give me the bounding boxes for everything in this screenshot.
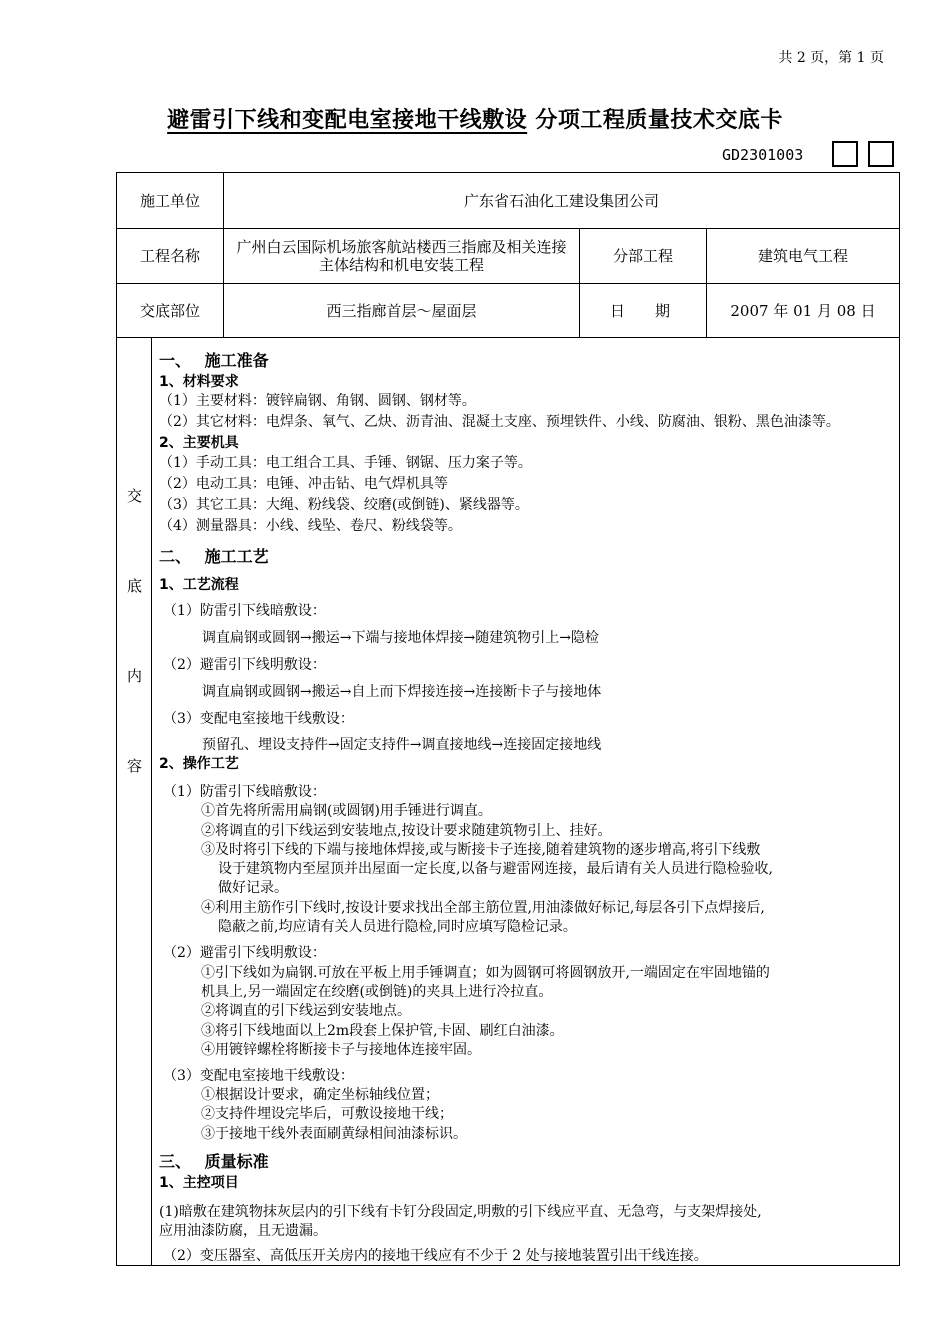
document-code: GD2301003	[722, 146, 804, 164]
text-line: （2）避雷引下线明敷设：	[163, 657, 326, 673]
subsection-heading: 2、主要机具	[159, 435, 239, 451]
section-heading: 三、 质量标准	[159, 1152, 269, 1171]
text-line: （1）手动工具：电工组合工具、手锤、钢锯、压力案子等。	[159, 455, 532, 471]
subsection-heading: 1、工艺流程	[159, 577, 239, 593]
text-line: 隐蔽之前,均应请有关人员进行隐检,同时应填写隐检记录。	[218, 919, 577, 935]
title-underlined: 避雷引下线和变配电室接地干线敷设	[167, 108, 528, 133]
construction-unit-label: 施工单位	[117, 173, 224, 229]
text-line: （2）避雷引下线明敷设：	[163, 945, 326, 961]
checkbox-1[interactable]	[832, 141, 858, 167]
header-table	[116, 172, 900, 338]
text-line: ②将调直的引下线运到安装地点,按设计要求随建筑物引上、挂好。	[201, 823, 612, 839]
text-line: ①根据设计要求，确定坐标轴线位置；	[201, 1087, 439, 1103]
text-line: （3）变配电室接地干线敷设：	[163, 1068, 354, 1084]
text-line: （1）主要材料：镀锌扁钢、角钢、圆钢、钢材等。	[159, 393, 476, 409]
document-title	[0, 103, 950, 134]
page-number: 共 2 页，第 1 页	[778, 50, 884, 66]
checkbox-2[interactable]	[868, 141, 894, 167]
text-line: ②将调直的引下线运到安装地点。	[201, 1003, 411, 1019]
text-line: （2）变压器室、高低压开关房内的接地干线应有不少于 2 处与接地装置引出干线连接。	[163, 1248, 708, 1264]
side-label-char: 内	[127, 667, 143, 685]
project-name-value: 广州白云国际机场旅客航站楼西三指廊及相关连接主体结构和机电安装工程	[224, 229, 580, 284]
section-heading: 二、 施工工艺	[159, 547, 269, 566]
text-line: ④用镀锌螺栓将断接卡子与接地体连接牢固。	[201, 1042, 481, 1058]
side-label-char: 容	[127, 757, 143, 775]
date-label: 日 期	[580, 284, 707, 338]
sub-project-value: 建筑电气工程	[707, 229, 900, 284]
section-heading: 一、 施工准备	[159, 351, 269, 370]
side-label-char: 交	[127, 487, 143, 505]
location-label: 交底部位	[117, 284, 224, 338]
sub-project-label: 分部工程	[580, 229, 707, 284]
text-line: （3）其它工具：大绳、粉线袋、绞磨(或倒链)、紧线器等。	[159, 497, 529, 513]
text-line: ③于接地干线外表面刷黄绿相间油漆标识。	[201, 1126, 467, 1142]
text-line: 设于建筑物内至屋顶并出屋面一定长度,以备与避雷网连接，最后请有关人员进行隐检验收,	[218, 861, 773, 877]
subsection-heading: 1、主控项目	[159, 1175, 239, 1191]
flow-line: 预留孔、埋设支持件→固定支持件→调直接地线→连接固定接地线	[202, 737, 602, 753]
text-line: （2）其它材料：电焊条、氧气、乙炔、沥青油、混凝土支座、预埋铁件、小线、防腐油、银粉、黑色油漆等。	[159, 414, 840, 430]
text-line: ③及时将引下线的下端与接地体焊接,或与断接卡子连接,随着建筑物的逐步增高,将引下线敷	[201, 842, 761, 858]
flow-line: 调直扁钢或圆钢→搬运→下端与接地体焊接→随建筑物引上→隐检	[202, 630, 599, 646]
project-name-label: 工程名称	[117, 229, 224, 284]
text-line: ④利用主筋作引下线时,按设计要求找出全部主筋位置,用油漆做好标记,每层各引下点焊接后,	[201, 900, 765, 916]
flow-line: 调直扁钢或圆钢→搬运→自上而下焊接连接→连接断卡子与接地体	[202, 684, 602, 700]
location-value: 西三指廊首层～屋面层	[224, 284, 580, 338]
text-line: （4）测量器具：小线、线坠、卷尺、粉线袋等。	[159, 518, 462, 534]
side-label-column	[117, 337, 152, 1265]
text-line: (1)暗敷在建筑物抹灰层内的引下线有卡钉分段固定,明敷的引下线应平直、无急弯，与支架焊接处,	[159, 1204, 762, 1220]
text-line: （1）防雷引下线暗敷设：	[163, 784, 326, 800]
text-line: 做好记录。	[218, 880, 288, 896]
text-line: （3）变配电室接地干线敷设：	[163, 711, 354, 727]
text-line: ③将引下线地面以上2m段套上保护管,卡固、刷红白油漆。	[201, 1023, 564, 1039]
text-line: ①首先将所需用扁钢(或圆钢)用手锤进行调直。	[201, 803, 492, 819]
subsection-heading: 2、操作工艺	[159, 756, 239, 772]
subsection-heading: 1、材料要求	[159, 374, 239, 390]
title-rest: 分项工程质量技术交底卡	[527, 108, 783, 133]
construction-unit-value: 广东省石油化工建设集团公司	[224, 173, 900, 229]
text-line: ②支持件埋设完毕后，可敷设接地干线；	[201, 1106, 453, 1122]
text-line: 应用油漆防腐，且无遗漏。	[159, 1223, 327, 1239]
text-line: 机具上,另一端固定在绞磨(或倒链)的夹具上进行冷拉直。	[201, 984, 553, 1000]
side-label-char: 底	[127, 577, 143, 595]
date-value: 2007 年 01 月 08 日	[707, 284, 900, 338]
text-line: ①引下线如为扁钢.可放在平板上用手锤调直；如为圆钢可将圆钢放开,一端固定在牢固地锚的	[201, 965, 770, 981]
text-line: （2）电动工具：电锤、冲击钻、电气焊机具等	[159, 476, 448, 492]
text-line: （1）防雷引下线暗敷设：	[163, 603, 326, 619]
